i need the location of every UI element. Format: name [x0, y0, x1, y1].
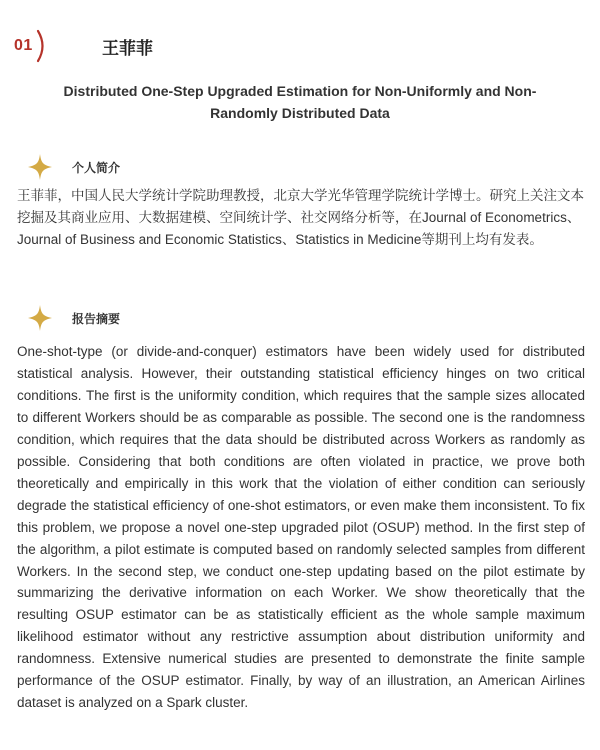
abstract-section-header — [28, 305, 120, 331]
talk-title: Distributed One-Step Upgraded Estimation for Non-Uniformly and Non-Randomly Distributed Data — [63, 83, 537, 121]
four-point-star-icon — [28, 154, 52, 180]
section-number-badge — [14, 28, 49, 64]
speaker-name: 王菲菲 — [102, 39, 153, 58]
abstract-section-label: 报告摘要 — [72, 311, 121, 326]
bio-section-label: 个人简介 — [72, 160, 121, 175]
bio-text: 王菲菲，中国人民大学统计学院助理教授，北京大学光华管理学院统计学博士。研究上关注文本挖掘及其商业应用、大数据建模、空间统计学、社交网络分析等，在Journal of Econometrics、Journal of Business and Economic Statistics、Statistics in Medicine等期刊上均有发表。 — [17, 188, 584, 247]
section-number: 01 — [14, 37, 33, 54]
bracket-arc-icon — [35, 29, 49, 63]
abstract-text: One-shot-type (or divide-and-conquer) estimators have been widely used for distributed statistical analysis. However, their outstanding statistical efficiency hinges on two critical conditions. The first is the uniformity condition, which requires that the sample sizes allocated to different Workers should be as comparable as possible. The second one is the randomness condition, which requires that the data should be distributed across Workers as randomly as possible. Considering that both conditions are often violated in practice, we prove both theoretically and empirically in this work that the violation of either condition can seriously degrade the statistical efficiency of one-shot estimators, or even make them inconsistent. To fix this problem, we propose a novel one-step upgraded pilot (OSUP) method. In the first step of the algorithm, a pilot estimate is computed based on randomly selected samples from different Workers. In the second step, we conduct one-step updating based on the pilot estimate by summarizing the derivative information on each Worker. We show theoretically that the resulting OSUP estimator can be as statistically efficient as the whole sample maximum likelihood estimator without any restrictive assumption about distribution uniformity and randomness. Extensive numerical studies are presented to demonstrate the finite sample performance of the OSUP estimator. Finally, by way of an illustration, an American Airlines dataset is analyzed on a Spark cluster. — [17, 344, 585, 711]
bio-section-header — [28, 154, 120, 180]
four-point-star-icon — [28, 305, 52, 331]
